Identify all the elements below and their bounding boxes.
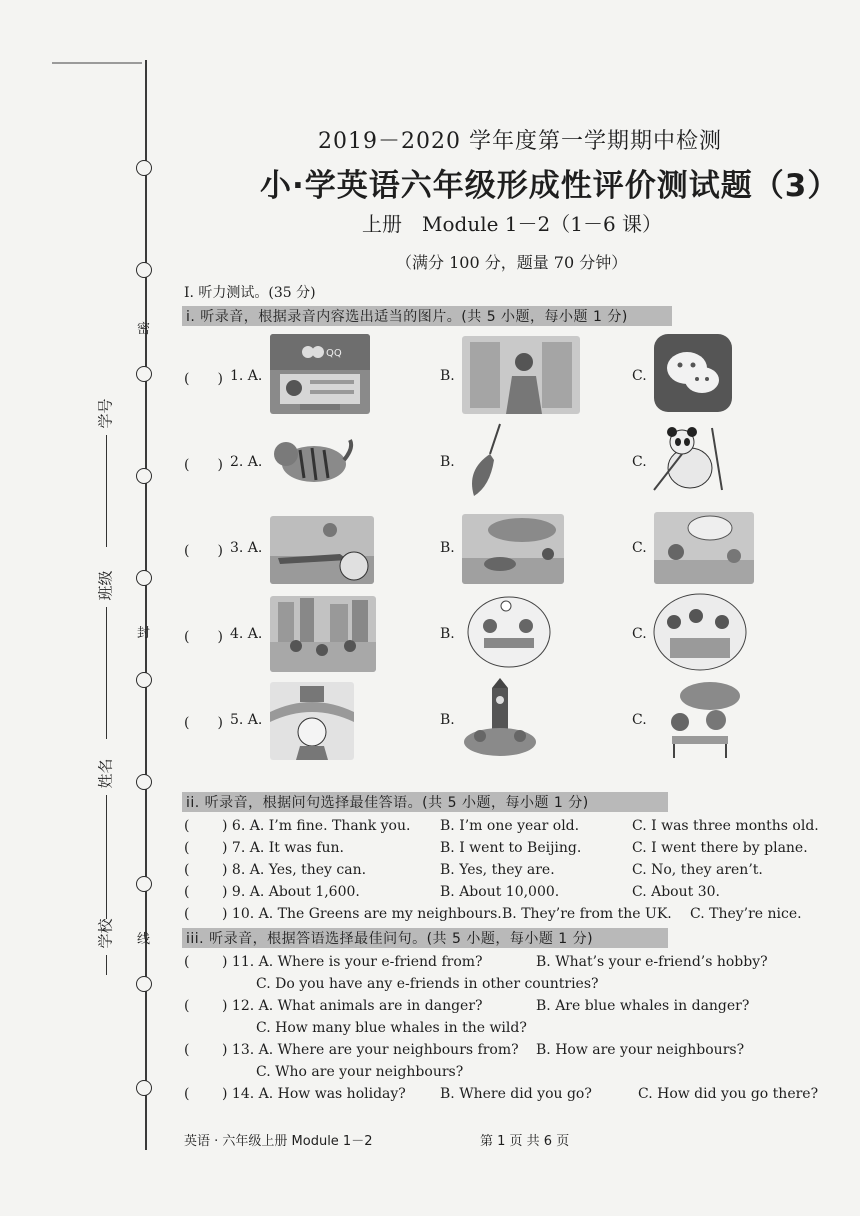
question-13-option-b: B. How are your neighbours? xyxy=(536,1042,745,1058)
option-c-label: C. xyxy=(632,540,647,556)
binding-hole xyxy=(136,262,152,278)
option-b-label: B. xyxy=(440,368,455,384)
question-label: 4. A. xyxy=(230,626,263,642)
binding-hole xyxy=(136,366,152,382)
answer-paren: ( xyxy=(184,1086,190,1102)
question-10-option-c: C. They’re nice. xyxy=(690,906,802,922)
question-7-option-b: B. I went to Beijing. xyxy=(440,840,582,856)
answer-paren: ( ) xyxy=(184,543,223,559)
question-11-option-c: C. Do you have any e-friends in other countries? xyxy=(256,976,599,992)
answer-paren: ( xyxy=(184,1042,190,1058)
tea-time-picture xyxy=(652,680,742,758)
part3-instruction: iii. 听录音，根据答语选择最佳问句。(共 5 小题，每小题 1 分) xyxy=(186,931,594,947)
footer-page-number: 第 1 页 共 6 页 xyxy=(480,1134,570,1149)
question-7-option-c: C. I went there by plane. xyxy=(632,840,808,856)
seal-char-feng: 封 xyxy=(137,626,151,641)
question-8-option-b: B. Yes, they are. xyxy=(440,862,555,878)
binding-hole xyxy=(136,468,152,484)
narwhal-picture xyxy=(460,420,520,500)
question-14-option-a: ) 14. A. How was holiday? xyxy=(222,1086,406,1102)
question-9-option-a: ) 9. A. About 1,600. xyxy=(222,884,360,900)
question-12-option-c: C. How many blue whales in the wild? xyxy=(256,1020,527,1036)
answer-paren: ( ) xyxy=(184,629,223,645)
option-c-label: C. xyxy=(632,712,647,728)
family-dinner-picture xyxy=(466,594,552,670)
question-6-option-a: ) 6. A. I’m fine. Thank you. xyxy=(222,818,411,834)
qq-login-picture xyxy=(270,334,370,414)
answer-paren: ( ) xyxy=(184,715,223,731)
panda-picture xyxy=(652,424,726,494)
exam-main-title: 小·学英语六年级形成性评价测试题（3） xyxy=(260,168,840,204)
wechat-logo-picture xyxy=(654,334,732,412)
crocodile-scene-picture xyxy=(270,516,374,584)
question-9-option-c: C. About 30. xyxy=(632,884,720,900)
question-14-option-c: C. How did you go there? xyxy=(638,1086,819,1102)
exam-scope: 上册 Module 1－2（1－6 课） xyxy=(362,212,663,236)
binding-hole xyxy=(136,1080,152,1096)
option-b-label: B. xyxy=(440,540,455,556)
binding-hole xyxy=(136,160,152,176)
binding-hole xyxy=(136,774,152,790)
kids-playing-picture xyxy=(270,596,376,672)
option-b-label: B. xyxy=(440,626,455,642)
question-6-option-c: C. I was three months old. xyxy=(632,818,819,834)
section-listening-title: I. 听力测试。(35 分) xyxy=(184,285,316,301)
part3-instruction-band xyxy=(182,928,668,948)
question-9-option-b: B. About 10,000. xyxy=(440,884,560,900)
question-10-option-a: ) 10. A. The Greens are my neighbours. xyxy=(222,906,502,922)
seal-char-mi: 密 xyxy=(137,322,151,337)
question-12-option-a: ) 12. A. What animals are in danger? xyxy=(222,998,483,1014)
svg-text:QQ: QQ xyxy=(326,348,342,359)
question-8-option-a: ) 8. A. Yes, they can. xyxy=(222,862,367,878)
exam-period-title: 2019－2020 学年度第一学期期中检测 xyxy=(318,129,722,154)
seal-char-xian: 线 xyxy=(137,932,151,947)
binding-hole xyxy=(136,876,152,892)
option-b-label: B. xyxy=(440,712,455,728)
answer-paren: ( xyxy=(184,906,190,922)
binding-hole xyxy=(136,976,152,992)
answer-paren: ( ) xyxy=(184,457,223,473)
binding-hole xyxy=(136,570,152,586)
question-13-option-a: ) 13. A. Where are your neighbours from? xyxy=(222,1042,519,1058)
answer-paren: ( xyxy=(184,884,190,900)
corner-mark xyxy=(52,62,142,64)
question-11-option-a: ) 11. A. Where is your e-friend from? xyxy=(222,954,483,970)
picnic-table-picture xyxy=(652,592,748,672)
field-name: 姓名 xyxy=(92,766,120,919)
answer-paren: ( xyxy=(184,998,190,1014)
answer-paren: ( xyxy=(184,954,190,970)
part2-instruction-band xyxy=(182,792,668,812)
question-7-option-a: ) 7. A. It was fun. xyxy=(222,840,344,856)
monkey-scene-picture xyxy=(654,512,754,584)
option-c-label: C. xyxy=(632,626,647,642)
girl-on-phone-picture xyxy=(462,336,580,414)
option-c-label: C. xyxy=(632,454,647,470)
footer-subject: 英语 · 六年级上册 Module 1－2 xyxy=(184,1134,373,1149)
question-label: 1. A. xyxy=(230,368,263,384)
river-scene-picture xyxy=(462,514,564,584)
question-10-option-b: B. They’re from the UK. xyxy=(502,906,672,922)
exam-score-time: （满分 100 分，题量 70 分钟） xyxy=(396,253,628,272)
option-b-label: B. xyxy=(440,454,455,470)
part1-instruction: i. 听录音，根据录音内容选出适当的图片。(共 5 小题，每小题 1 分) xyxy=(186,309,628,325)
great-wall-picture xyxy=(270,682,354,760)
question-label: 2. A. xyxy=(230,454,263,470)
tiger-picture xyxy=(270,428,354,492)
answer-paren: ( xyxy=(184,818,190,834)
part1-instruction-band xyxy=(182,306,672,326)
question-13-option-c: C. Who are your neighbours? xyxy=(256,1064,464,1080)
answer-paren: ( ) xyxy=(184,371,223,387)
question-label: 3. A. xyxy=(230,540,263,556)
question-label: 5. A. xyxy=(230,712,263,728)
question-6-option-b: B. I’m one year old. xyxy=(440,818,580,834)
binding-hole xyxy=(136,672,152,688)
answer-paren: ( xyxy=(184,840,190,856)
question-14-option-b: B. Where did you go? xyxy=(440,1086,592,1102)
question-12-option-b: B. Are blue whales in danger? xyxy=(536,998,750,1014)
field-school: 学校 xyxy=(92,926,120,975)
big-ben-picture xyxy=(462,678,538,756)
question-8-option-c: C. No, they aren’t. xyxy=(632,862,763,878)
option-c-label: C. xyxy=(632,368,647,384)
field-class: 班级 xyxy=(92,578,120,739)
part2-instruction: ii. 听录音，根据问句选择最佳答语。(共 5 小题，每小题 1 分) xyxy=(186,795,589,811)
answer-paren: ( xyxy=(184,862,190,878)
question-11-option-b: B. What’s your e-friend’s hobby? xyxy=(536,954,768,970)
field-student-number: 学号 xyxy=(92,406,120,547)
